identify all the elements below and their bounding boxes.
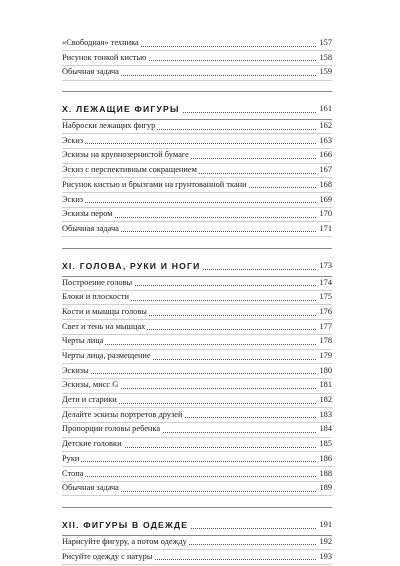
toc-page-number: 173 [319,260,332,270]
toc-page-number: 168 [319,179,332,189]
toc-page-number: 189 [319,483,332,493]
section-divider [62,239,332,251]
toc-entry-label: Рисунок кистью и брызгами на грунтованной ткани [62,179,247,189]
toc-entry [62,410,332,425]
toc-entry-label: Свет и тень на мышцах [62,321,146,331]
toc-entry [62,322,332,337]
toc-page-number: 180 [319,365,332,375]
toc-page-number: 159 [319,67,332,77]
toc-entry [62,278,332,293]
toc-page-number: 157 [319,38,332,47]
dot-leader [62,373,332,374]
toc-entry-label: «Свободная» техника [62,38,139,47]
toc-page-number: 186 [319,453,332,463]
toc-entry [62,336,332,351]
toc-entry [62,537,332,552]
toc-page-number: 182 [319,395,332,405]
dot-leader [62,143,332,144]
toc-page-number: 192 [319,536,332,546]
toc-entry-label: Эскизы, мисс G [62,380,119,390]
toc-section-heading [62,261,332,278]
toc-entry [62,53,332,68]
toc-entry-label: Эскиз [62,194,84,204]
toc-entry-label: Эскизы [62,365,89,375]
toc-entry [62,136,332,151]
toc-entry-label: Построение головы [62,277,133,287]
toc-entry-label: Дети и старики [62,395,117,405]
toc-entry [62,395,332,410]
toc-entry-label: Руки [62,453,80,463]
toc-entry [62,552,332,566]
dot-leader [62,202,332,203]
toc-page-number: 179 [319,351,332,360]
toc-page-number: 188 [319,468,332,478]
toc-entry [62,292,332,307]
toc-entry [62,209,332,224]
toc-entry [62,38,332,53]
toc-entry [62,351,332,366]
toc-entry-label: Эскиз с перспективным сокращением [62,165,197,175]
toc-entry-label: Делайте эскизы портретов друзей [62,409,183,419]
toc-entry-label: Нарисуйте фигуру, а потом одежду [62,536,187,546]
toc-entry-label: Обычная задача [62,223,119,233]
toc-entry-label: Детские головки [62,439,122,449]
toc-page-number: 174 [319,277,332,287]
toc-page-number: 175 [319,292,332,302]
toc-entry-label: Наброски лежащих фигур [62,121,156,131]
toc-page-number: 166 [319,150,332,160]
toc-page-number: 170 [319,209,332,219]
toc-entry [62,224,332,239]
toc-section-heading [62,104,332,121]
dot-leader [62,476,332,477]
toc-entry-label: Эскиз [62,135,84,145]
toc-entry-label: Обычная задача [62,483,119,493]
toc-entry [62,195,332,210]
toc-page-number: 161 [319,104,332,114]
toc-entry-label: Обычная задача [62,67,119,77]
toc-entry [62,366,332,381]
toc-section-title: XII. ФИГУРЫ В ОДЕЖДЕ [62,519,189,530]
dot-leader [62,461,332,462]
toc-entry [62,380,332,395]
toc-entry [62,424,332,439]
toc-entry-label: Рисуйте одежду с натуры [62,551,153,561]
toc-page-number: 158 [319,52,332,62]
toc-entry-label: Пропорции головы ребенка [62,424,161,434]
table-of-contents [62,38,332,566]
toc-page-number: 181 [319,380,332,390]
toc-entry-label: Блоки и плоскости [62,292,129,302]
toc-page-number: 162 [319,121,332,131]
toc-page-number: 185 [319,439,332,449]
toc-page-number: 183 [319,409,332,419]
toc-page-number: 167 [319,165,332,175]
toc-page-number: 169 [319,194,332,204]
section-divider [62,82,332,94]
toc-page-number: 191 [319,519,332,529]
toc-section-heading [62,520,332,537]
toc-entry-label: Кости и мышцы головы [62,306,147,316]
toc-entry-label: Черты лица [62,336,104,346]
toc-entry-label: Рисунок тонкой кистью [62,52,147,62]
toc-entry-label: Стопа [62,468,84,478]
toc-entry [62,165,332,180]
toc-entry [62,469,332,484]
toc-entry [62,454,332,469]
section-divider [62,498,332,510]
toc-entry [62,307,332,322]
toc-page-number: 193 [319,551,332,561]
toc-page-number: 171 [319,223,332,233]
toc-page-number: 184 [319,424,332,434]
toc-page-number: 177 [319,321,332,331]
toc-page-number: 178 [319,336,332,346]
toc-entry-label: Эскизы на крупнозернистой бумаге [62,150,189,160]
toc-section-title: X. ЛЕЖАЩИЕ ФИГУРЫ [62,104,180,115]
toc-entry-label: Черты лица, размещение [62,351,151,360]
toc-entry [62,180,332,195]
toc-page-number: 163 [319,135,332,145]
toc-entry [62,150,332,165]
toc-entry [62,439,332,454]
toc-entry-label: Эскизы пером [62,209,113,219]
toc-entry [62,121,332,136]
toc-page-number: 176 [319,306,332,316]
toc-entry [62,483,332,498]
toc-section-title: XI. ГОЛОВА, РУКИ И НОГИ [62,260,201,271]
toc-entry [62,67,332,82]
